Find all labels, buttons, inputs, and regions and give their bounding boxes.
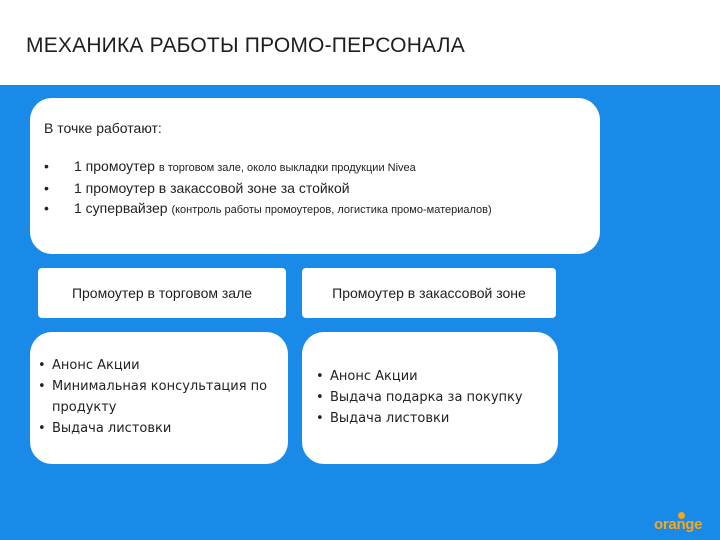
overview-heading: В точке работают:: [44, 120, 162, 136]
checkout-duties-list: [316, 366, 552, 429]
orange-logo: [654, 512, 716, 534]
duty-item: • Анонс Акции: [38, 355, 284, 376]
staff-list-item: [44, 178, 584, 198]
staff-list-item: [44, 198, 584, 220]
staff-list: [44, 156, 584, 220]
staff-item-note: (контроль работы промоутеров, логистика промо-материалов): [171, 204, 492, 216]
trade-floor-label: Промоутер в торговом зале: [38, 268, 286, 318]
duty-item: • Анонс Акции: [316, 366, 552, 387]
checkout-zone-label: Промоутер в закассовой зоне: [302, 268, 556, 318]
logo-text: orange: [654, 516, 703, 533]
duty-item: • Выдача листовки: [316, 408, 552, 429]
staff-item-main: 1 промоутер в закассовой зоне за стойкой: [74, 180, 350, 196]
staff-item-note: в торговом зале, около выкладки продукции Nivea: [158, 162, 416, 174]
trade-floor-duties-card: [30, 332, 288, 464]
trade-floor-duties-list: [38, 355, 284, 439]
duty-item: • Выдача листовки: [38, 418, 284, 439]
checkout-duties-card: [302, 332, 558, 464]
staff-item-main: 1 промоутер: [74, 158, 159, 174]
header-band: [0, 0, 720, 85]
staff-overview-card: [30, 98, 600, 254]
staff-item-main: 1 супервайзер: [74, 200, 172, 216]
slide-title: МЕХАНИКА РАБОТЫ ПРОМО-ПЕРСОНАЛА: [26, 34, 465, 57]
duty-item: • Минимальная консультация по продукту: [38, 376, 284, 418]
staff-list-item: [44, 156, 584, 178]
duty-item: • Выдача подарка за покупку: [316, 387, 552, 408]
